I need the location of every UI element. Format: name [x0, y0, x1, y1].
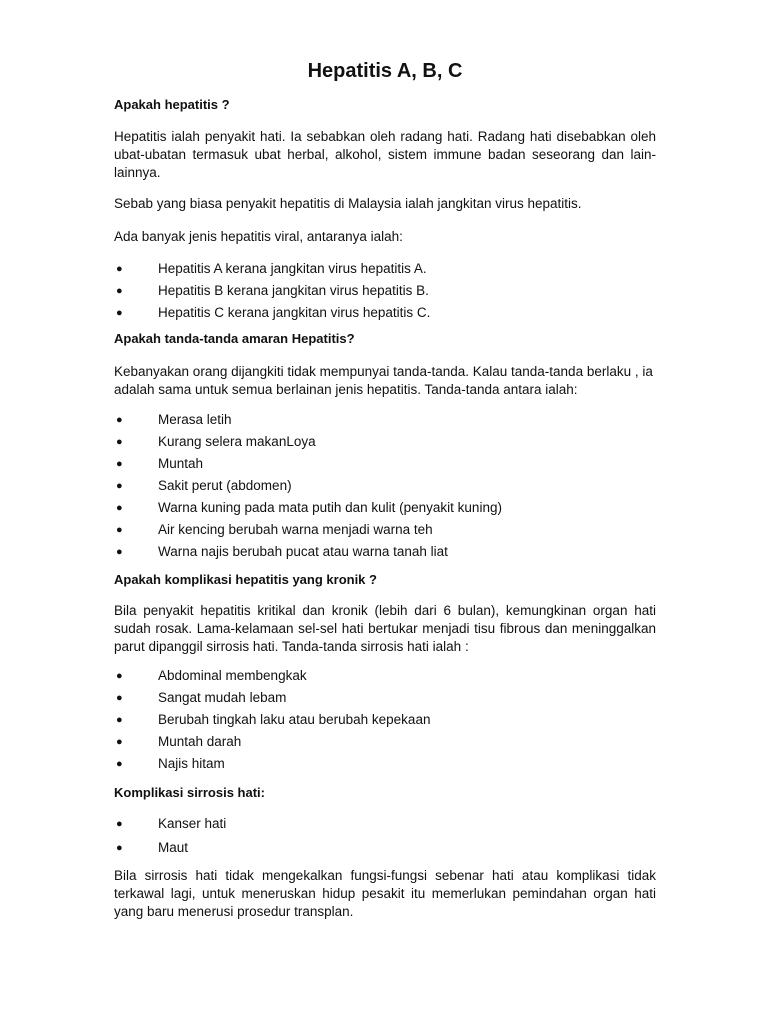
list-cirrhosis-complications: [114, 815, 656, 861]
bullet-icon: ●: [116, 842, 123, 854]
list-item: ● Muntah darah: [116, 734, 242, 749]
list-item: ● Merasa letih: [116, 412, 232, 427]
bullet-icon: ●: [116, 285, 123, 297]
list-item: ● Warna najis berubah pucat atau warna tanah liat: [116, 544, 448, 559]
list-item: ● Muntah: [116, 456, 204, 471]
list-item: ● Sangat mudah lebam: [116, 690, 287, 705]
list-item: ● Warna kuning pada mata putih dan kulit (penyakit kuning): [116, 500, 502, 515]
bullet-icon: ●: [116, 436, 123, 448]
paragraph-chronic-description: Bila penyakit hepatitis kritikal dan kronik (lebih dari 6 bulan), kemungkinan organ hati sudah rosak. Lama-kelamaan sel-sel hati bertukar menjadi tisu fibrous dan meninggalkan parut dipanggil sirrosis hati. Tanda-tanda sirrosis hati ialah :: [114, 603, 656, 654]
bullet-icon: ●: [116, 818, 123, 830]
paragraph-transplant: Bila sirrosis hati tidak mengekalkan fungsi-fungsi sebenar hati atau komplikasi tidak terkawal lagi, untuk meneruskan hidup pesakit itu memerlukan pemindahan organ hati yang baru menerusi prosedur transplan.: [114, 868, 656, 919]
paragraph-types-intro: Ada banyak jenis hepatitis viral, antaranya ialah:: [114, 229, 403, 244]
heading-what-is-hepatitis: Apakah hepatitis ?: [114, 97, 230, 112]
paragraph-common-cause: Sebab yang biasa penyakit hepatitis di Malaysia ialah jangkitan virus hepatitis.: [114, 196, 582, 211]
list-cirrhosis-signs: [114, 667, 656, 777]
paragraph-definition: Hepatitis ialah penyakit hati. Ia sebabkan oleh radang hati. Radang hati disebabkan oleh ubat-ubatan termasuk ubat herbal, alkohol, sistem immune badan seseorang dan lain-lainnya.: [114, 129, 656, 180]
list-item: ● Hepatitis B kerana jangkitan virus hepatitis B.: [116, 283, 429, 298]
list-item: ● Najis hitam: [116, 756, 225, 771]
bullet-icon: ●: [116, 670, 123, 682]
list-item: ● Sakit perut (abdomen): [116, 478, 292, 493]
bullet-icon: ●: [116, 692, 123, 704]
heading-cirrhosis-complications: Komplikasi sirrosis hati:: [114, 785, 265, 800]
bullet-icon: ●: [116, 546, 123, 558]
paragraph-signs-intro: Kebanyakan orang dijangkiti tidak mempunyai tanda-tanda. Kalau tanda-tanda berlaku , ia adalah sama untuk semua berlainan jenis hepatitis. Tanda-tanda antara ialah:: [114, 364, 653, 397]
page-title: Hepatitis A, B, C: [307, 60, 463, 82]
bullet-icon: ●: [116, 414, 123, 426]
list-item: ● Maut: [116, 840, 189, 855]
list-item: ● Abdominal membengkak: [116, 668, 307, 683]
bullet-icon: ●: [116, 480, 123, 492]
list-item: ● Berubah tingkah laku atau berubah kepekaan: [116, 712, 431, 727]
bullet-icon: ●: [116, 714, 123, 726]
list-item: ● Hepatitis A kerana jangkitan virus hepatitis A.: [116, 261, 427, 276]
list-item: ● Kurang selera makanLoya: [116, 434, 316, 449]
bullet-icon: ●: [116, 458, 123, 470]
bullet-icon: ●: [116, 736, 123, 748]
list-item: ● Hepatitis C kerana jangkitan virus hepatitis C.: [116, 305, 431, 320]
bullet-icon: ●: [116, 263, 123, 275]
heading-chronic-complications: Apakah komplikasi hepatitis yang kronik ?: [114, 572, 377, 587]
list-hepatitis-types: [114, 260, 656, 326]
bullet-icon: ●: [116, 758, 123, 770]
bullet-icon: ●: [116, 524, 123, 536]
heading-warning-signs: Apakah tanda-tanda amaran Hepatitis?: [114, 331, 355, 346]
list-warning-signs: [114, 411, 656, 565]
list-item: ● Air kencing berubah warna menjadi warna teh: [116, 522, 433, 537]
list-item: ● Kanser hati: [116, 816, 227, 831]
bullet-icon: ●: [116, 307, 123, 319]
bullet-icon: ●: [116, 502, 123, 514]
